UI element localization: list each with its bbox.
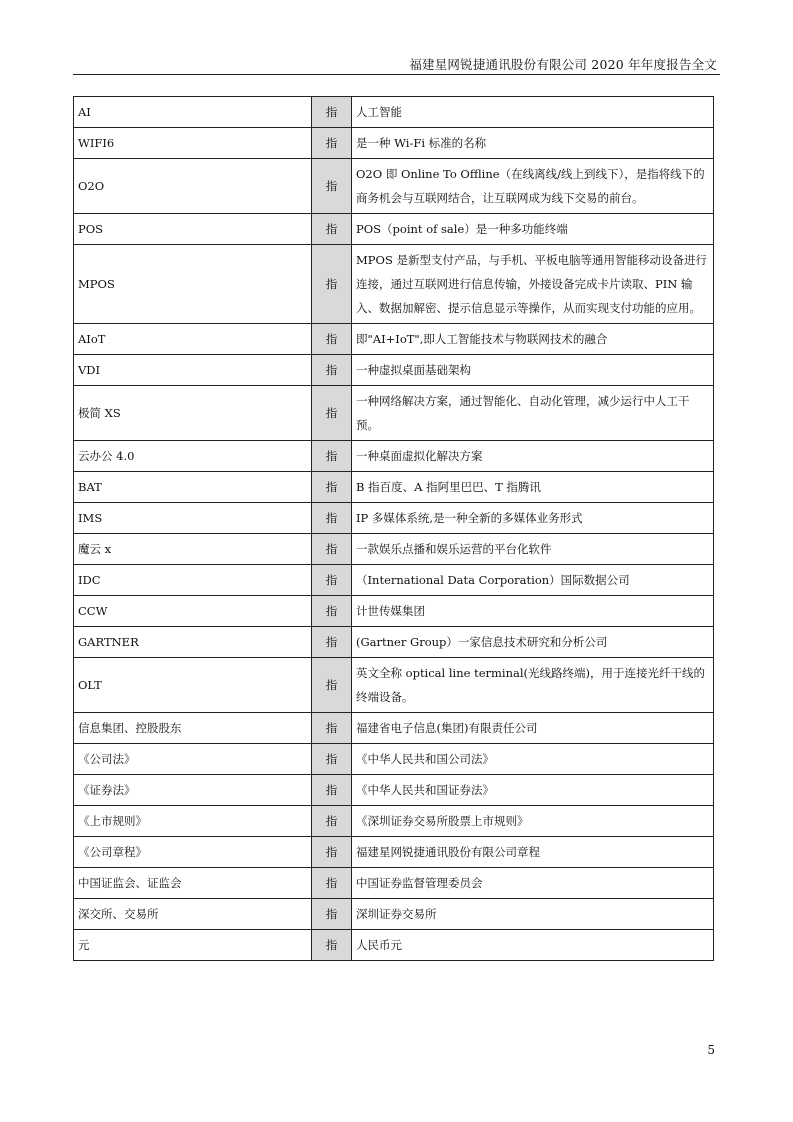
term-cell: BAT <box>74 472 312 503</box>
refers-to-cell: 指 <box>312 837 352 868</box>
term-cell: AIoT <box>74 324 312 355</box>
term-cell: CCW <box>74 596 312 627</box>
refers-to-cell: 指 <box>312 627 352 658</box>
description-cell: （International Data Corporation）国际数据公司 <box>352 565 714 596</box>
refers-to-cell: 指 <box>312 930 352 961</box>
description-cell: 英文全称 optical line terminal(光线路终端)，用于连接光纤干线的终端设备。 <box>352 658 714 713</box>
term-cell: 元 <box>74 930 312 961</box>
description-cell: MPOS 是新型支付产品，与手机、平板电脑等通用智能移动设备进行连接，通过互联网进行信息传输，外接设备完成卡片读取、PIN 输入、数据加解密、提示信息显示等操作，从而实现支付功能的应用。 <box>352 245 714 324</box>
table-row <box>74 806 714 837</box>
term-cell: 信息集团、控股股东 <box>74 713 312 744</box>
page-header-title: 福建星网锐捷通讯股份有限公司 2020 年年度报告全文 <box>409 57 717 72</box>
table-row <box>74 627 714 658</box>
term-cell: POS <box>74 214 312 245</box>
refers-to-cell: 指 <box>312 534 352 565</box>
description-cell: 《中华人民共和国证券法》 <box>352 775 714 806</box>
table-row <box>74 930 714 961</box>
term-cell: AI <box>74 97 312 128</box>
refers-to-cell: 指 <box>312 503 352 534</box>
refers-to-cell: 指 <box>312 159 352 214</box>
term-cell: 《公司章程》 <box>74 837 312 868</box>
term-cell: 云办公 4.0 <box>74 441 312 472</box>
description-cell: (Gartner Group）一家信息技术研究和分析公司 <box>352 627 714 658</box>
term-cell: OLT <box>74 658 312 713</box>
header-divider <box>73 74 720 75</box>
term-cell: 魔云 x <box>74 534 312 565</box>
description-cell: 福建省电子信息(集团)有限责任公司 <box>352 713 714 744</box>
refers-to-cell: 指 <box>312 472 352 503</box>
description-cell: 一种虚拟桌面基础架构 <box>352 355 714 386</box>
refers-to-cell: 指 <box>312 441 352 472</box>
description-cell: POS（point of sale）是一种多功能终端 <box>352 214 714 245</box>
table-row <box>74 596 714 627</box>
term-cell: WIFI6 <box>74 128 312 159</box>
term-cell: 中国证监会、证监会 <box>74 868 312 899</box>
refers-to-cell: 指 <box>312 214 352 245</box>
refers-to-cell: 指 <box>312 565 352 596</box>
description-cell: 一种网络解决方案，通过智能化、自动化管理，减少运行中人工干预。 <box>352 386 714 441</box>
refers-to-cell: 指 <box>312 775 352 806</box>
table-row <box>74 534 714 565</box>
table-row <box>74 503 714 534</box>
refers-to-cell: 指 <box>312 713 352 744</box>
description-cell: 福建星网锐捷通讯股份有限公司章程 <box>352 837 714 868</box>
table-row <box>74 472 714 503</box>
table-row <box>74 565 714 596</box>
table-row <box>74 245 714 324</box>
refers-to-cell: 指 <box>312 899 352 930</box>
refers-to-cell: 指 <box>312 596 352 627</box>
table-row <box>74 658 714 713</box>
table-row <box>74 868 714 899</box>
refers-to-cell: 指 <box>312 386 352 441</box>
table-row <box>74 744 714 775</box>
refers-to-cell: 指 <box>312 658 352 713</box>
refers-to-cell: 指 <box>312 324 352 355</box>
definitions-table <box>73 96 714 961</box>
description-cell: B 指百度、A 指阿里巴巴、T 指腾讯 <box>352 472 714 503</box>
table-row <box>74 128 714 159</box>
description-cell: 《深圳证券交易所股票上市规则》 <box>352 806 714 837</box>
refers-to-cell: 指 <box>312 806 352 837</box>
term-cell: O2O <box>74 159 312 214</box>
description-cell: 中国证券监督管理委员会 <box>352 868 714 899</box>
table-row <box>74 775 714 806</box>
refers-to-cell: 指 <box>312 355 352 386</box>
term-cell: GARTNER <box>74 627 312 658</box>
table-row <box>74 355 714 386</box>
table-row <box>74 97 714 128</box>
description-cell: 《中华人民共和国公司法》 <box>352 744 714 775</box>
table-row <box>74 386 714 441</box>
definitions-table-body <box>74 97 714 961</box>
description-cell: IP 多媒体系统,是一种全新的多媒体业务形式 <box>352 503 714 534</box>
table-row <box>74 837 714 868</box>
refers-to-cell: 指 <box>312 868 352 899</box>
description-cell: 一款娱乐点播和娱乐运营的平台化软件 <box>352 534 714 565</box>
description-cell: 计世传媒集团 <box>352 596 714 627</box>
table-row <box>74 159 714 214</box>
description-cell: 即"AI+IoT",即人工智能技术与物联网技术的融合 <box>352 324 714 355</box>
term-cell: IMS <box>74 503 312 534</box>
page-number: 5 <box>707 1043 715 1057</box>
refers-to-cell: 指 <box>312 744 352 775</box>
table-row <box>74 441 714 472</box>
term-cell: IDC <box>74 565 312 596</box>
description-cell: 深圳证券交易所 <box>352 899 714 930</box>
description-cell: 一种桌面虚拟化解决方案 <box>352 441 714 472</box>
table-row <box>74 214 714 245</box>
term-cell: VDI <box>74 355 312 386</box>
table-row <box>74 899 714 930</box>
term-cell: 《上市规则》 <box>74 806 312 837</box>
description-cell: 是一种 Wi-Fi 标准的名称 <box>352 128 714 159</box>
description-cell: O2O 即 Online To Offline（在线离线/线上到线下），是指将线下的商务机会与互联网结合，让互联网成为线下交易的前台。 <box>352 159 714 214</box>
term-cell: 极简 XS <box>74 386 312 441</box>
term-cell: 《公司法》 <box>74 744 312 775</box>
term-cell: 《证券法》 <box>74 775 312 806</box>
table-row <box>74 713 714 744</box>
refers-to-cell: 指 <box>312 128 352 159</box>
refers-to-cell: 指 <box>312 97 352 128</box>
term-cell: 深交所、交易所 <box>74 899 312 930</box>
table-row <box>74 324 714 355</box>
term-cell: MPOS <box>74 245 312 324</box>
description-cell: 人工智能 <box>352 97 714 128</box>
description-cell: 人民币元 <box>352 930 714 961</box>
refers-to-cell: 指 <box>312 245 352 324</box>
